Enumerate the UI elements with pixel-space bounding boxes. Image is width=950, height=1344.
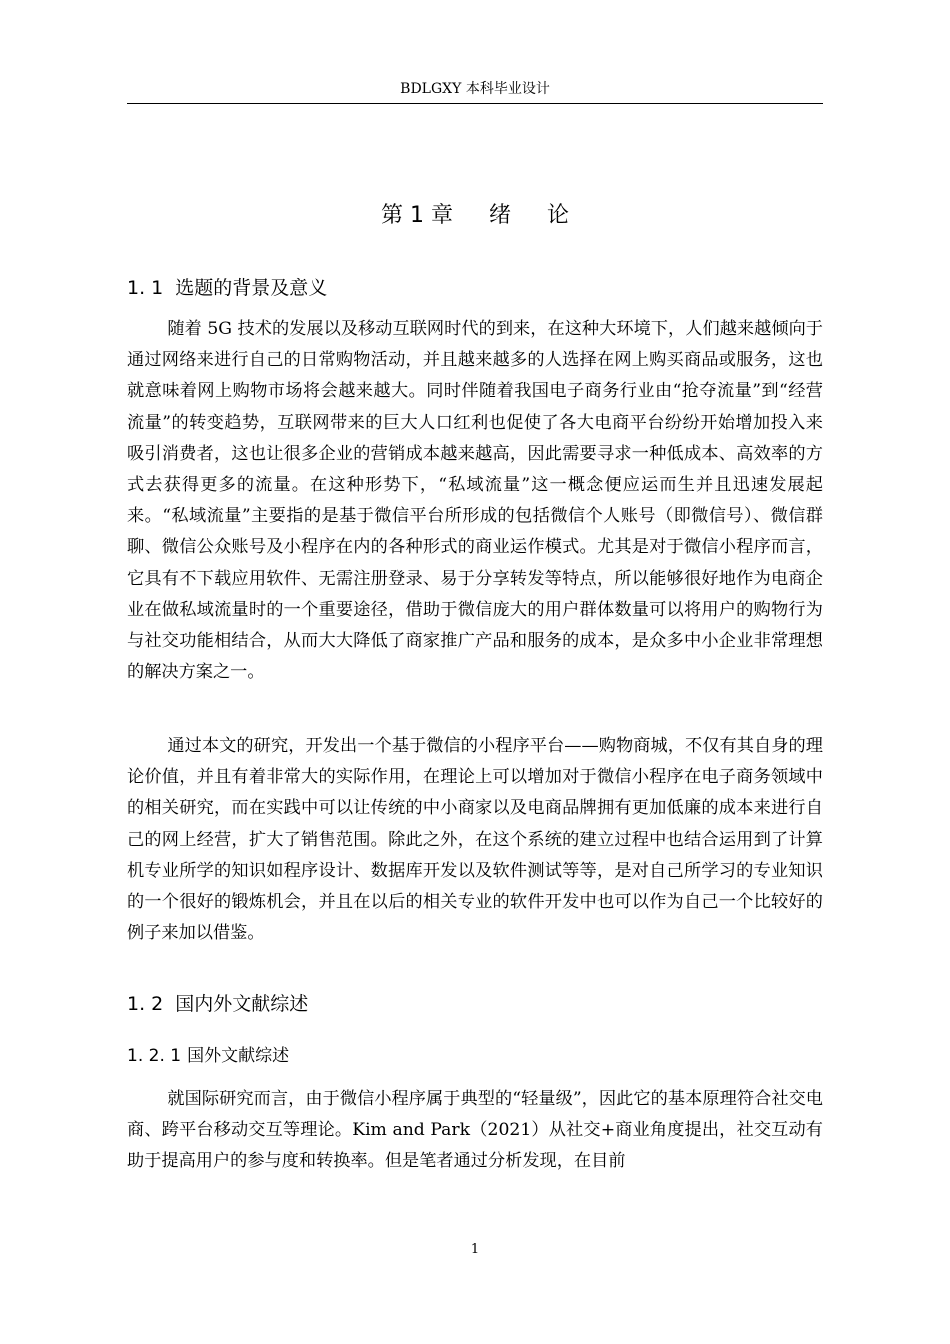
section-heading-1-1 (127, 274, 823, 302)
section-title: 选题的背景及意义 (175, 277, 328, 299)
section-number: 1. 2 (127, 993, 164, 1015)
section-heading-1-2 (127, 990, 823, 1018)
paragraph-significance: 通过本文的研究，开发出一个基于微信的小程序平台——购物商城，不仅有其自身的理论价值，并且有着非常大的实际作用，在理论上可以增加对于微信小程序在电子商务领域中的相关研究，而在实践中可以让传统的中小商家以及电商品牌拥有更加低廉的成本来进行自己的网上经营，扩大了销售范围。除此之外，在这个系统的建立过程中也结合运用到了计算机专业所学的知识如程序设计、数据库开发以及软件测试等等，是对自己所学习的专业知识的一个很好的锻炼机会，并且在以后的相关专业的软件开发中也可以作为自己一个比较好的例子来加以借鉴。 (127, 736, 823, 944)
header-divider (127, 103, 823, 104)
subsection-number: 1. 2. 1 (127, 1046, 182, 1066)
section-title: 国内外文献综述 (175, 993, 309, 1015)
chapter-title-char-2: 论 (546, 203, 569, 228)
chapter-title (127, 200, 823, 232)
subsection-title: 国外文献综述 (187, 1046, 290, 1066)
paragraph-background: 随着 5G 技术的发展以及移动互联网时代的到来，在这种大环境下，人们越来越倾向于通过网络来进行自己的日常购物活动，并且越来越多的人选择在网上购买商品或服务，这也就意味着网上购物市场将会越来越大。同时伴随着我国电子商务行业由“抢夺流量”到“经营流量”的转变趋势，互联网带来的巨大人口红利也促使了各大电商平台纷纷开始增加投入来吸引消费者，这也让很多企业的营销成本越来越高，因此需要寻求一种低成本、高效率的方式去获得更多的流量。在这种形势下，“私域流量”这一概念便应运而生并且迅速发展起来。“私域流量”主要指的是基于微信平台所形成的包括微信个人账号（即微信号）、微信群聊、微信公众账号及小程序在内的各种形式的商业运作模式。尤其是对于微信小程序而言，它具有不下载应用软件、无需注册登录、易于分享转发等特点，所以能够很好地作为电商企业在做私域流量时的一个重要途径，借助于微信庞大的用户群体数量可以将用户的购物行为与社交功能相结合，从而大大降低了商家推广产品和服务的成本，是众多中小企业非常理想的解决方案之一。 (127, 319, 823, 683)
chapter-number: 第 1 章 (380, 203, 453, 228)
page-number: 1 (470, 1242, 480, 1257)
chapter-title-char-1: 绪 (488, 203, 511, 228)
paragraph-foreign-review: 就国际研究而言，由于微信小程序属于典型的“轻量级”，因此它的基本原理符合社交电商、跨平台移动交互等理论。Kim and Park（2021）从社交+商业角度提出，社交互动有助于提高用户的参与度和转换率。但是笔者通过分析发现，在目前 (127, 1089, 823, 1172)
page-header: BDLGXY 本科毕业设计 (400, 81, 550, 97)
subsection-heading-1-2-1 (127, 1043, 823, 1069)
section-number: 1. 1 (127, 277, 164, 299)
